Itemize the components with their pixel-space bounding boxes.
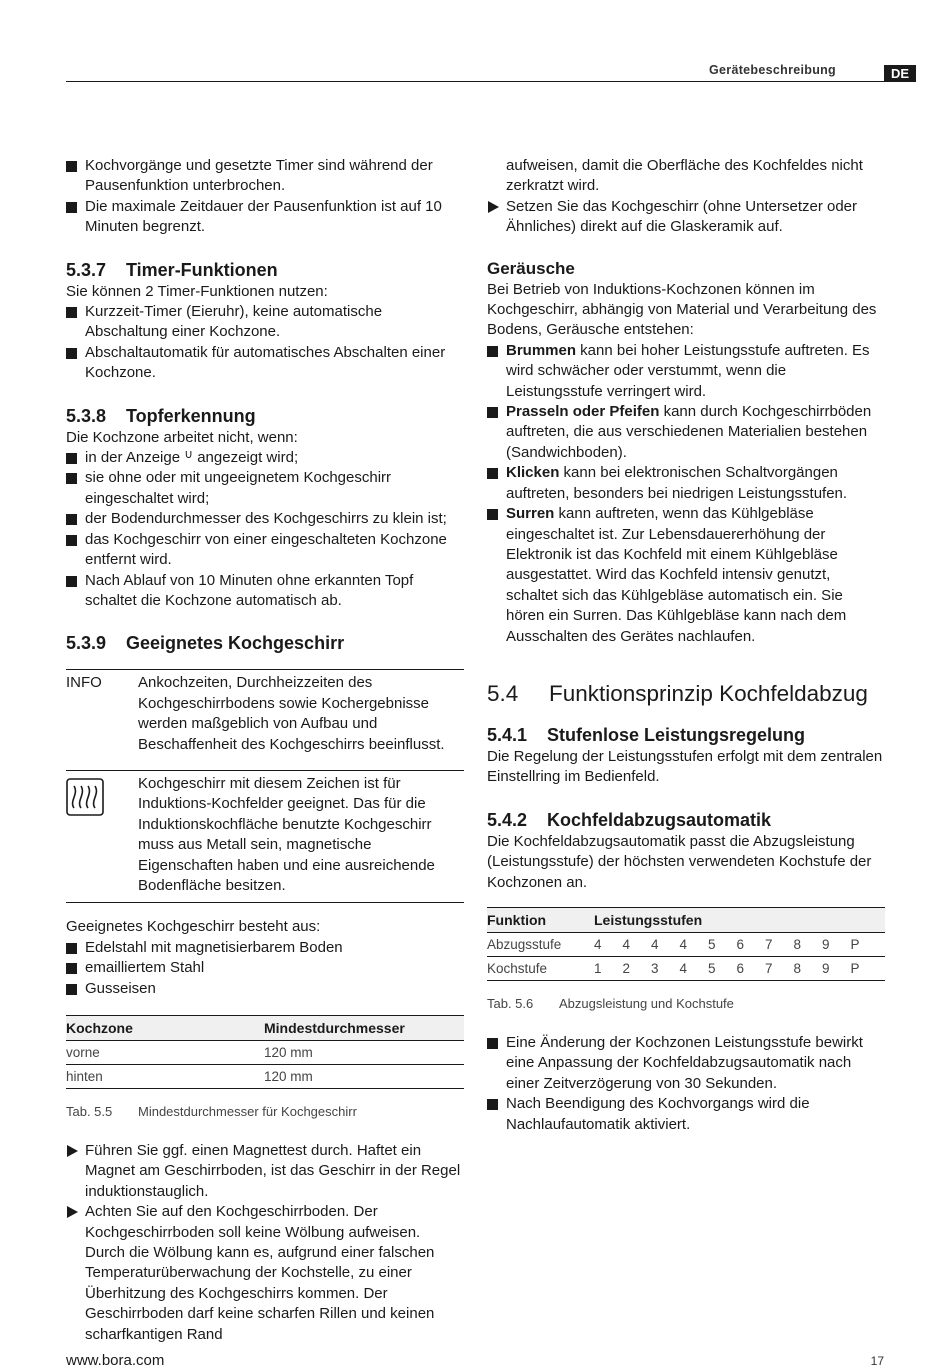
footer-url[interactable]: www.bora.com [66, 1352, 165, 1369]
automatic-bullets [487, 1033, 885, 1135]
list-item: in der Anzeige ∪ angezeigt wird; [66, 448, 464, 468]
induction-note-text: Kochgeschirr mit diesem Zeichen ist für Induktions-Kochfelder geeignet. Das für die Induktionskochfläche benutzte Kochgeschirr muss aus Metall sein, magnetische Eigenschaften haben und eine ausreichende Bodenfläche besitzen. [138, 774, 435, 894]
language-badge: DE [884, 65, 916, 82]
table-row [66, 1065, 464, 1089]
table-cell: Kochstufe [487, 956, 594, 980]
subheading-noise: Geräusche [487, 258, 575, 278]
table-cell: 6 [737, 956, 766, 980]
section-heading-topferkennung: 5.3.8 Topferkennung [66, 405, 256, 426]
section-heading-timer: 5.3.7 Timer-Funktionen [66, 259, 278, 280]
list-item: Die maximale Zeitdauer der Pausenfunktion ist auf 10 Minuten begrenzt. [66, 197, 464, 238]
instruction-steps [66, 1141, 464, 1345]
power-level-table [487, 907, 885, 981]
table-cell: 6 [737, 932, 766, 956]
info-text: Ankochzeiten, Durchheizzeiten des Kochgeschirrbodens sowie Kochergebnisse werden maßgeblich von Aufbau und Beschaffenheit des Kochgeschirrs beeinflusst. [138, 674, 445, 753]
table-cell: hinten [66, 1065, 264, 1089]
table-cell: 7 [765, 932, 794, 956]
topf-bullets [66, 448, 464, 611]
instruction-step: Setzen Sie das Kochgeschirr (ohne Untersetzer oder Ähnliches) direkt auf die Glaskeramik auf. [487, 197, 885, 238]
instruction-steps [487, 197, 885, 238]
noise-bullets [487, 341, 885, 647]
table-row [487, 956, 885, 980]
table-cell: 120 mm [264, 1065, 464, 1089]
table-caption: Tab. 5.5 Mindestdurchmesser für Kochgeschirr [66, 1104, 357, 1119]
paragraph: Bei Betrieb von Induktions-Kochzonen können im Kochgeschirr, abhängig von Material und Verarbeitung des Bodens, Geräusche entstehen: [487, 280, 877, 339]
section-heading-kochgeschirr: 5.3.9 Geeignetes Kochgeschirr [66, 633, 345, 654]
induction-icon [66, 778, 104, 816]
paragraph: Die Kochfeldabzugsautomatik passt die Abzugsleistung (Leistungsstufe) der höchsten verwendeten Kochstufe der Kochzonen an. [487, 832, 872, 891]
list-item: emailliertem Stahl [66, 958, 464, 978]
table-cell: P [851, 932, 886, 956]
list-item: das Kochgeschirr von einer eingeschalteten Kochzone entfernt wird. [66, 530, 464, 571]
table-row [487, 932, 885, 956]
list-item: Surren kann auftreten, wenn das Kühlgebläse eingeschaltet ist. Zur Lebensdauererhöhung der Elektronik ist das Kochfeld mit einem Kühlgebläse ausgestattet. Wird das Kochfeld intensiv genutzt, schaltet sich das Kühlgebläse automatisch ein. Sie hören ein Surren. Das Kühlgebläse kann nach dem Ausschalten des Gerätes nachlaufen. [487, 504, 885, 647]
table-header: Leistungsstufen [594, 907, 885, 932]
list-item: sie ohne oder mit ungeeignetem Kochgeschirr eingeschaltet wird; [66, 468, 464, 509]
table-cell: 4 [594, 932, 623, 956]
left-column [66, 156, 464, 1345]
section-heading-5-4-1: 5.4.1 Stufenlose Leistungsregelung [487, 724, 806, 745]
table-caption: Tab. 5.6 Abzugsleistung und Kochstufe [487, 995, 734, 1011]
table-cell: 4 [651, 932, 680, 956]
timer-bullets [66, 302, 464, 384]
material-bullets [66, 938, 464, 999]
list-item: Brummen kann bei hoher Leistungsstufe auftreten. Es wird schwächer oder verstummt, wenn die Leistungsstufe verringert wird. [487, 341, 885, 402]
table-header: Mindestdurchmesser [264, 1016, 464, 1041]
table-cell: 8 [794, 932, 823, 956]
list-item: Kochvorgänge und gesetzte Timer sind während der Pausenfunktion unterbrochen. [66, 156, 464, 197]
table-cell: 1 [594, 956, 623, 980]
table-row [66, 1041, 464, 1065]
list-item: Nach Beendigung des Kochvorgangs wird die Nachlaufautomatik aktiviert. [487, 1094, 885, 1135]
induction-note-row [66, 771, 464, 902]
paragraph-continued: aufweisen, damit die Oberfläche des Kochfeldes nicht zerkratzt wird. [506, 157, 863, 195]
list-item: Kurzzeit-Timer (Eieruhr), keine automatische Abschaltung einer Kochzone. [66, 302, 464, 343]
paragraph: Die Kochzone arbeitet nicht, wenn: [66, 428, 298, 446]
right-column [487, 156, 885, 1135]
table-cell: 4 [680, 932, 709, 956]
header-rule [66, 81, 884, 82]
info-row [66, 670, 464, 761]
paragraph: Sie können 2 Timer-Funktionen nutzen: [66, 282, 328, 300]
table-header: Kochzone [66, 1016, 264, 1041]
info-label: INFO [66, 674, 102, 692]
table-header-row [487, 907, 885, 932]
list-item: Edelstahl mit magnetisierbarem Boden [66, 938, 464, 958]
list-item: Nach Ablauf von 10 Minuten ohne erkannten Topf schaltet die Kochzone automatisch ab. [66, 571, 464, 612]
list-item: Gusseisen [66, 979, 464, 999]
table-cell: 9 [822, 956, 851, 980]
pause-bullets [66, 156, 464, 238]
header-section-title: Gerätebeschreibung [709, 63, 836, 77]
paragraph: Die Regelung der Leistungsstufen erfolgt mit dem zentralen Einstellring im Bedienfeld. [487, 747, 883, 786]
pot-missing-symbol: ∪ [184, 447, 194, 462]
table-cell: 4 [680, 956, 709, 980]
table-cell: 5 [708, 932, 737, 956]
table-cell: 3 [651, 956, 680, 980]
page-number: 17 [870, 1354, 884, 1368]
info-box [66, 669, 464, 903]
table-cell: Abzugsstufe [487, 932, 594, 956]
section-heading-5-4-2: 5.4.2 Kochfeldabzugsautomatik [487, 809, 772, 830]
diameter-table [66, 1015, 464, 1089]
instruction-step: Achten Sie auf den Kochgeschirrboden. Der Kochgeschirrboden soll keine Wölbung aufweisen. Durch die Wölbung kann es, aufgrund einer falschen Temperaturüberwachung der Kochstelle, zu einer Überhitzung des Kochgeschirrs kommen. Der Geschirrboden darf keine scharfen Rillen und keinen scharfkantigen Rand [66, 1202, 464, 1345]
table-header-row [66, 1016, 464, 1041]
table-cell: 2 [623, 956, 652, 980]
table-cell: P [851, 956, 886, 980]
section-heading-5-4: 5.4 Funktionsprinzip Kochfeldabzug [487, 680, 868, 706]
table-cell: 120 mm [264, 1041, 464, 1065]
table-cell: 8 [794, 956, 823, 980]
paragraph: Geeignetes Kochgeschirr besteht aus: [66, 918, 321, 936]
list-item: der Bodendurchmesser des Kochgeschirrs zu klein ist; [66, 509, 464, 529]
table-cell: 9 [822, 932, 851, 956]
list-item: Klicken kann bei elektronischen Schaltvorgängen auftreten, besonders bei niedrigen Leistungsstufen. [487, 463, 885, 504]
table-cell: vorne [66, 1041, 264, 1065]
list-item: Abschaltautomatik für automatisches Abschalten einer Kochzone. [66, 343, 464, 384]
table-cell: 4 [623, 932, 652, 956]
list-item: Prasseln oder Pfeifen kann durch Kochgeschirrböden auftreten, die aus verschiedenen Materialien bestehen (Sandwichboden). [487, 402, 885, 463]
table-cell: 7 [765, 956, 794, 980]
table-cell: 5 [708, 956, 737, 980]
instruction-step: Führen Sie ggf. einen Magnettest durch. Haftet ein Magnet am Geschirrboden, ist das Geschirr in der Regel induktionstauglich. [66, 1141, 464, 1202]
list-item: Eine Änderung der Kochzonen Leistungsstufe bewirkt eine Anpassung der Kochfeldabzugsautomatik nach einer Zeitverzögerung von 30 Sekunden. [487, 1033, 885, 1094]
table-header: Funktion [487, 907, 594, 932]
